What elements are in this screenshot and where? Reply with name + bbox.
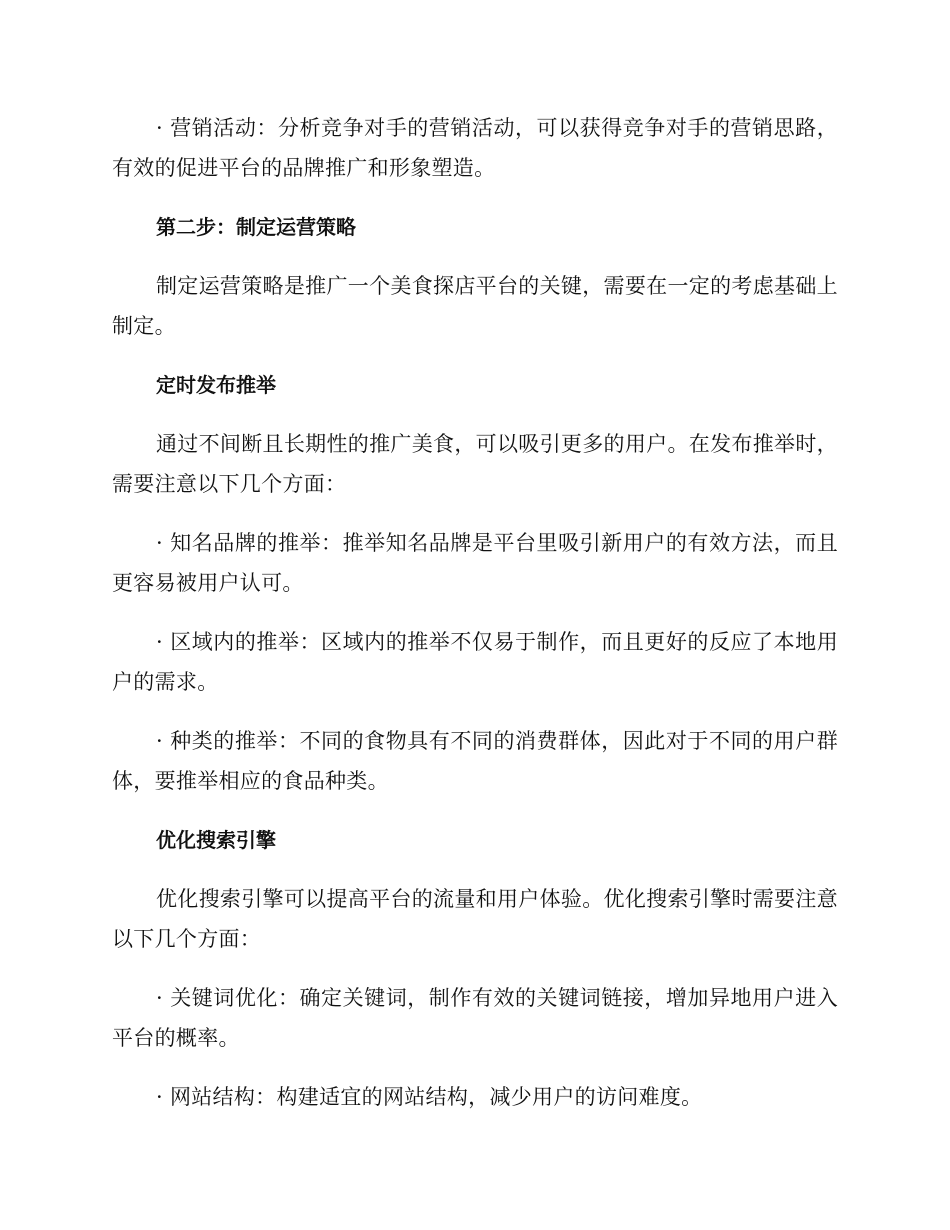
- bullet-keyword-optimization: · 关键词优化：确定关键词，制作有效的关键词链接，增加异地用户进入平台的概率。: [112, 986, 838, 1050]
- bullet-brand-recommendations: · 知名品牌的推举：推举知名品牌是平台里吸引新用户的有效方法，而且更容易被用户认可。: [112, 531, 838, 595]
- bullet-category-recommendations: · 种类的推举：不同的食物具有不同的消费群体，因此对于不同的用户群体，要推举相应的食品种类。: [112, 729, 838, 793]
- paragraph-seo-intro: 优化搜索引擎可以提高平台的流量和用户体验。优化搜索引擎时需要注意以下几个方面：: [112, 887, 838, 951]
- heading-seo: 优化搜索引擎: [156, 828, 276, 852]
- bullet-site-structure: · 网站结构：构建适宜的网站结构，减少用户的访问难度。: [156, 1085, 703, 1109]
- paragraph-recommendations-intro: 通过不间断且长期性的推广美食，可以吸引更多的用户。在发布推举时，需要注意以下几个方面：: [112, 432, 838, 496]
- heading-scheduled-recommendations: 定时发布推举: [156, 373, 276, 397]
- bullet-marketing-activities: · 营销活动：分析竞争对手的营销活动，可以获得竞争对手的营销思路，有效的促进平台的品牌推广和形象塑造。: [112, 116, 838, 180]
- paragraph-strategy-intro: 制定运营策略是推广一个美食探店平台的关键，需要在一定的考虑基础上制定。: [112, 274, 838, 338]
- heading-step-two: 第二步：制定运营策略: [156, 215, 356, 239]
- bullet-regional-recommendations: · 区域内的推举：区域内的推举不仅易于制作，而且更好的反应了本地用户的需求。: [112, 630, 838, 694]
